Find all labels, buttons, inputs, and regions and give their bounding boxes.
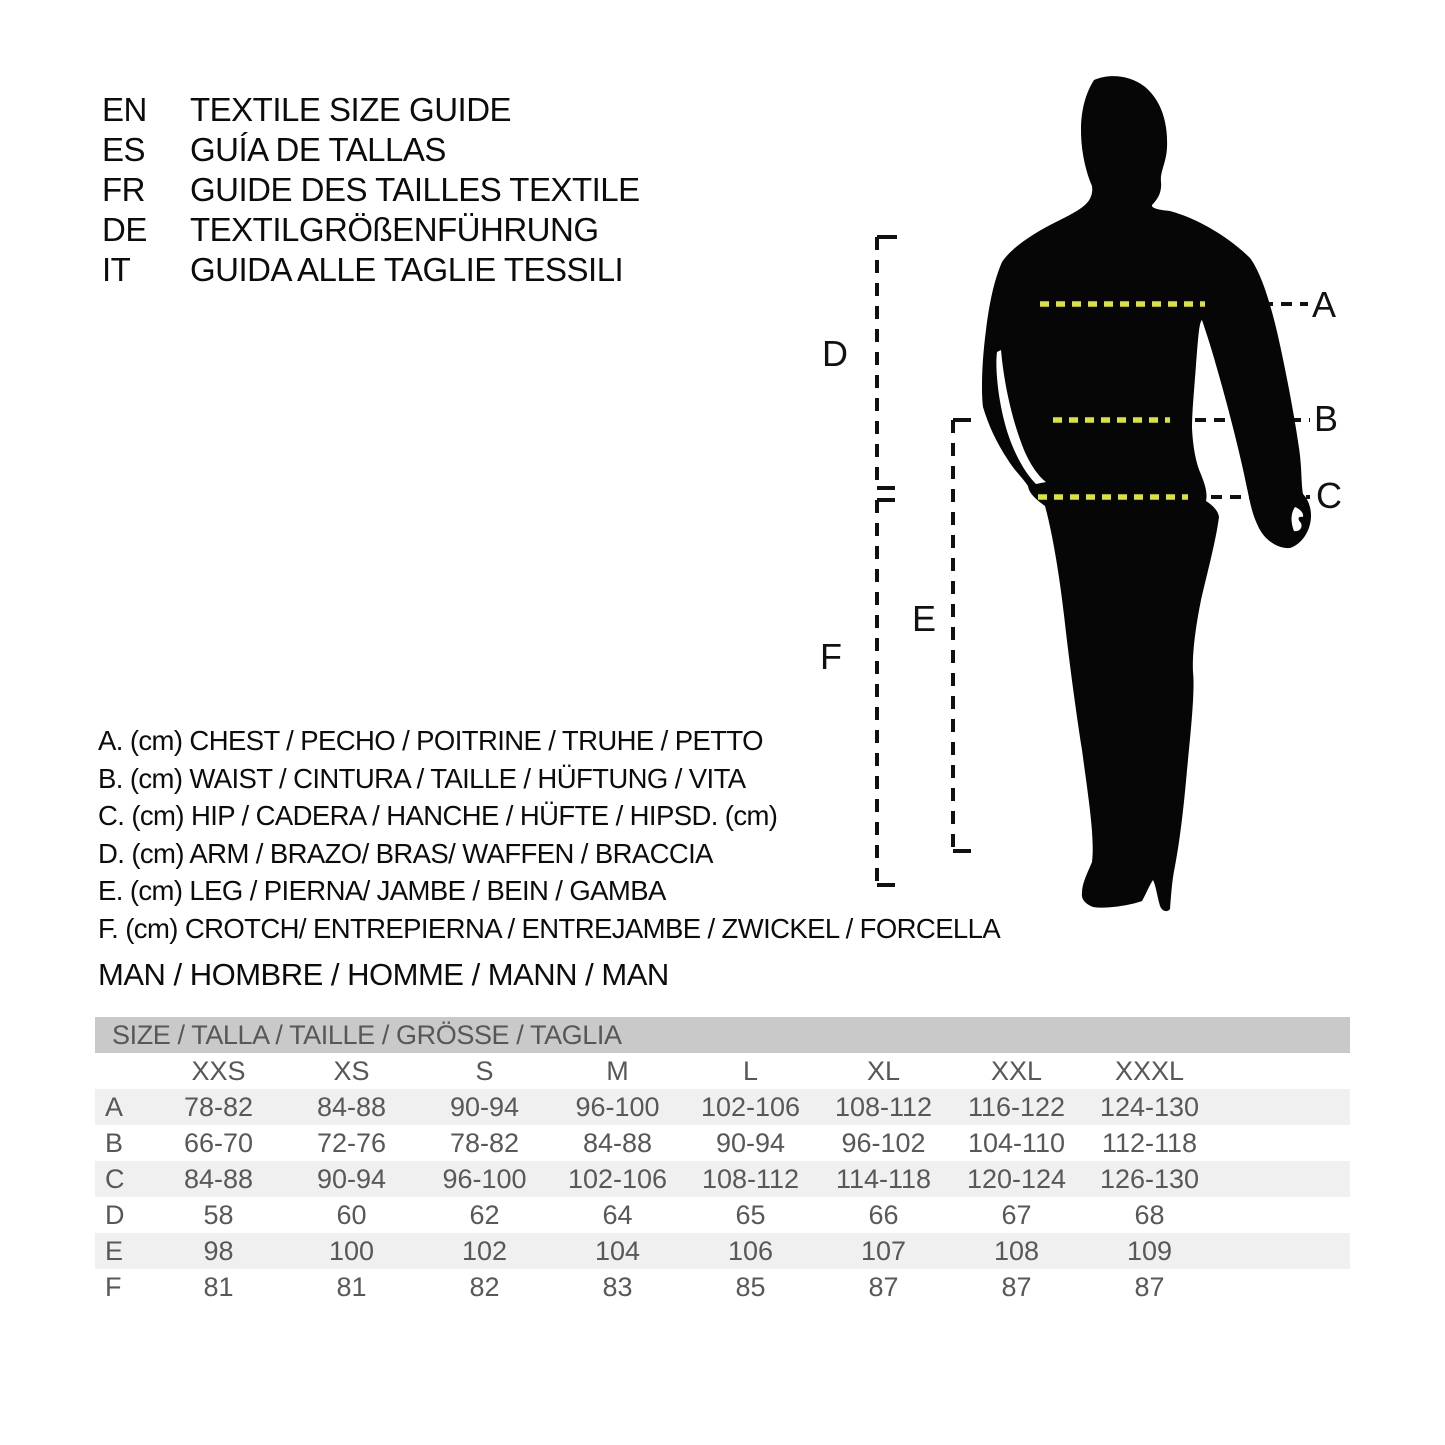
measurement-legend (98, 722, 1000, 948)
column-header: XXS (191, 1056, 246, 1086)
language-code: DE (102, 211, 147, 248)
table-cell: 81 (203, 1272, 234, 1302)
table-cell: 87 (1001, 1272, 1032, 1302)
size-table-header-row (95, 1053, 1350, 1089)
table-cell: 60 (336, 1200, 367, 1230)
arm-label: D (822, 333, 848, 374)
hip-label: C (1316, 475, 1342, 516)
table-cell: 58 (203, 1200, 234, 1230)
language-title: GUÍA DE TALLAS (190, 131, 446, 168)
legend-chest: A. (cm) CHEST / PECHO / POITRINE / TRUHE / PETTO (98, 725, 763, 756)
table-cell: 67 (1001, 1200, 1032, 1230)
language-title: GUIDE DES TAILLES TEXTILE (190, 171, 640, 208)
table-cell: 90-94 (449, 1092, 520, 1122)
size-table-title: SIZE / TALLA / TAILLE / GRÖSSE / TAGLIA (95, 1017, 1350, 1053)
language-code: IT (102, 251, 131, 288)
language-code: ES (102, 131, 146, 168)
table-cell: 68 (1134, 1200, 1165, 1230)
table-cell: 116-122 (967, 1092, 1066, 1122)
column-header: XXL (990, 1056, 1043, 1086)
table-filler (1216, 1053, 1350, 1089)
crotch-label: F (820, 636, 842, 677)
table-filler (1216, 1233, 1350, 1269)
column-header: M (606, 1056, 629, 1086)
table-cell: 84-88 (183, 1164, 254, 1194)
table-cell: 120-124 (966, 1164, 1067, 1194)
table-cell: 108-112 (834, 1092, 933, 1122)
legend-leg: E. (cm) LEG / PIERNA/ JAMBE / BEIN / GAMBA (98, 875, 666, 907)
column-header: XXXL (1114, 1056, 1185, 1086)
table-cell: 72-76 (316, 1128, 387, 1158)
table-cell: 87 (868, 1272, 899, 1302)
table-cell: 96-100 (442, 1164, 527, 1194)
language-title: GUIDA ALLE TAGLIE TESSILI (190, 251, 624, 288)
table-row (95, 1233, 1350, 1269)
table-cell: 64 (602, 1200, 633, 1230)
table-cell: 83 (602, 1272, 633, 1302)
table-cell: 90-94 (715, 1128, 786, 1158)
table-cell: 78-82 (183, 1092, 254, 1122)
legend-arm: D. (cm) ARM / BRAZO/ BRAS/ WAFFEN / BRACCIA (98, 837, 713, 869)
table-row (95, 1197, 1350, 1233)
legend-waist: B. (cm) WAIST / CINTURA / TAILLE / HÜFTUNG / VITA (98, 762, 746, 794)
table-row (95, 1089, 1350, 1125)
table-cell: 81 (336, 1272, 367, 1302)
row-label: A (105, 1092, 124, 1122)
table-cell: 124-130 (1099, 1092, 1200, 1122)
table-cell: 65 (735, 1200, 766, 1230)
waist-label: B (1314, 398, 1339, 439)
row-label: E (105, 1236, 124, 1266)
column-header: XS (333, 1056, 370, 1086)
table-cell: 109 (1126, 1236, 1173, 1266)
column-header: XL (866, 1056, 901, 1086)
language-code: EN (102, 91, 147, 128)
language-title: TEXTILGRÖßENFÜHRUNG (190, 211, 599, 248)
table-cell: 90-94 (316, 1164, 387, 1194)
table-cell: 104-110 (967, 1128, 1066, 1158)
table-cell: 100 (328, 1236, 375, 1266)
column-header: S (475, 1056, 494, 1086)
table-cell: 96-100 (575, 1092, 660, 1122)
row-label: B (105, 1128, 124, 1158)
table-cell: 66 (868, 1200, 899, 1230)
table-cell: 62 (469, 1200, 500, 1230)
table-cell: 84-88 (582, 1128, 653, 1158)
table-cell: 108 (993, 1236, 1040, 1266)
man-silhouette (982, 76, 1311, 911)
table-cell: 96-102 (841, 1128, 926, 1158)
table-filler (1216, 1269, 1350, 1305)
language-title: TEXTILE SIZE GUIDE (190, 91, 512, 128)
table-cell: 112-118 (1101, 1128, 1198, 1158)
table-filler (1216, 1089, 1350, 1125)
table-row (95, 1125, 1350, 1161)
row-label: F (105, 1272, 122, 1302)
table-cell: 104 (594, 1236, 641, 1266)
table-cell: 87 (1134, 1272, 1165, 1302)
table-cell: 102-106 (567, 1164, 668, 1194)
table-cell: 66-70 (183, 1128, 254, 1158)
legend-hip: C. (cm) HIP / CADERA / HANCHE / HÜFTE / HIPSD. (cm) (98, 800, 778, 832)
chest-label: A (1312, 284, 1337, 325)
table-cell: 102-106 (700, 1092, 801, 1122)
table-cell: 107 (860, 1236, 907, 1266)
table-row (95, 1269, 1350, 1305)
table-cell: 82 (469, 1272, 500, 1302)
table-cell: 106 (727, 1236, 774, 1266)
table-cell: 108-112 (701, 1164, 800, 1194)
table-cell: 84-88 (316, 1092, 387, 1122)
table-cell: 102 (461, 1236, 508, 1266)
table-row (95, 1161, 1350, 1197)
table-cell: 98 (203, 1236, 234, 1266)
legend-crotch: F. (cm) CROTCH/ ENTREPIERNA / ENTREJAMBE / ZWICKEL / FORCELLA (98, 912, 1001, 944)
table-cell: 78-82 (449, 1128, 520, 1158)
table-filler (1216, 1197, 1350, 1233)
table-filler (1216, 1125, 1350, 1161)
table-cell (95, 1053, 152, 1089)
table-cell: 85 (735, 1272, 766, 1302)
column-header: L (742, 1056, 759, 1086)
row-label: C (105, 1164, 125, 1194)
table-cell: 126-130 (1099, 1164, 1200, 1194)
language-code: FR (102, 171, 145, 208)
row-label: D (105, 1200, 125, 1230)
leg-label: E (912, 598, 937, 639)
category-line: MAN / HOMBRE / HOMME / MANN / MAN (98, 957, 669, 992)
size-table (95, 1017, 1350, 1305)
table-cell: 114-118 (835, 1164, 932, 1194)
table-filler (1216, 1161, 1350, 1197)
